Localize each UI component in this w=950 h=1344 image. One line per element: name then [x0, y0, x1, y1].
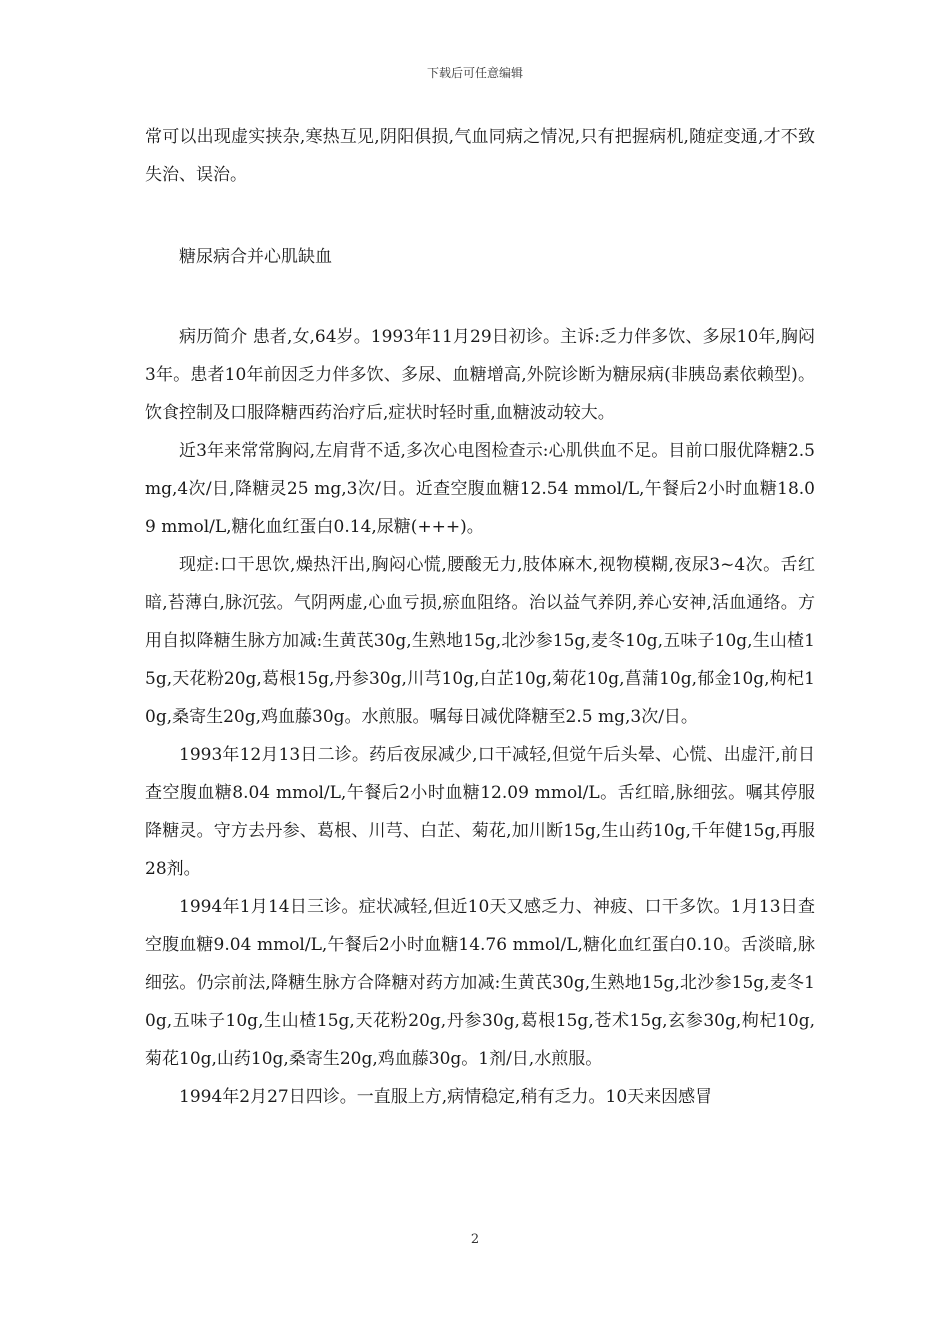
paragraph-second-visit: 1993年12月13日二诊。药后夜尿减少,口干减轻,但觉午后头晕、心慌、出虚汗,前日查空腹血糖8.04 mmol/L,午餐后2小时血糖12.09 mmol/L。舌红暗,脉细弦。嘱其停服降糖灵。守方去丹参、葛根、川芎、白芷、菊花,加川断15g,生山药10g,千年健15g,再服28剂。 — [145, 745, 816, 879]
section-title: 糖尿病合并心肌缺血 — [179, 247, 332, 267]
paragraph-current-symptoms: 现症:口干思饮,燥热汗出,胸闷心慌,腰酸无力,肢体麻木,视物模糊,夜尿3~4次。舌红暗,苔薄白,脉沉弦。气阴两虚,心血亏损,瘀血阻络。治以益气养阴,养心安神,活血通络。方用自拟降糖生脉方加减:生黄芪30g,生熟地15g,北沙参15g,麦冬10g,五味子10g,生山楂15g,天花粉20g,葛根15g,丹参30g,川芎10g,白芷10g,菊花10g,菖蒲10g,郁金10g,枸杞10g,桑寄生20g,鸡血藤30g。水煎服。嘱每日减优降糖至2.5 mg,3次/日。 — [145, 555, 815, 727]
document-body — [145, 118, 815, 1116]
page-header: 下载后可任意编辑 — [426, 66, 523, 80]
paragraph-continuation: 常可以出现虚实挟杂,寒热互见,阴阳俱损,气血同病之情况,只有把握病机,随症变通,才不致失治、误治。 — [145, 127, 815, 185]
paragraph-case-summary: 病历简介 患者,女,64岁。1993年11月29日初诊。主诉:乏力伴多饮、多尿10年,胸闷3年。患者10年前因乏力伴多饮、多尿、血糖增高,外院诊断为糖尿病(非胰岛素依赖型)。饮食控制及口服降糖西药治疗后,症状时轻时重,血糖波动较大。 — [145, 327, 815, 423]
paragraph-recent-history: 近3年来常常胸闷,左肩背不适,多次心电图检查示:心肌供血不足。目前口服优降糖2.5 mg,4次/日,降糖灵25 mg,3次/日。近查空腹血糖12.54 mmol/L,午餐后2小时血糖18.09 mmol/L,糖化血红蛋白0.14,尿糖(+++)。 — [145, 441, 815, 537]
paragraph-fourth-visit: 1994年2月27日四诊。一直服上方,病情稳定,稍有乏力。10天来因感冒 — [179, 1087, 713, 1107]
page-number: 2 — [470, 1232, 480, 1247]
paragraph-third-visit: 1994年1月14日三诊。症状减轻,但近10天又感乏力、神疲、口干多饮。1月13日查空腹血糖9.04 mmol/L,午餐后2小时血糖14.76 mmol/L,糖化血红蛋白0.10。舌淡暗,脉细弦。仍宗前法,降糖生脉方合降糖对药方加减:生黄芪30g,生熟地15g,北沙参15g,麦冬10g,五味子10g,生山楂15g,天花粉20g,丹参30g,葛根15g,苍术15g,玄参30g,枸杞10g,菊花10g,山药10g,桑寄生20g,鸡血藤30g。1剂/日,水煎服。 — [145, 897, 815, 1069]
